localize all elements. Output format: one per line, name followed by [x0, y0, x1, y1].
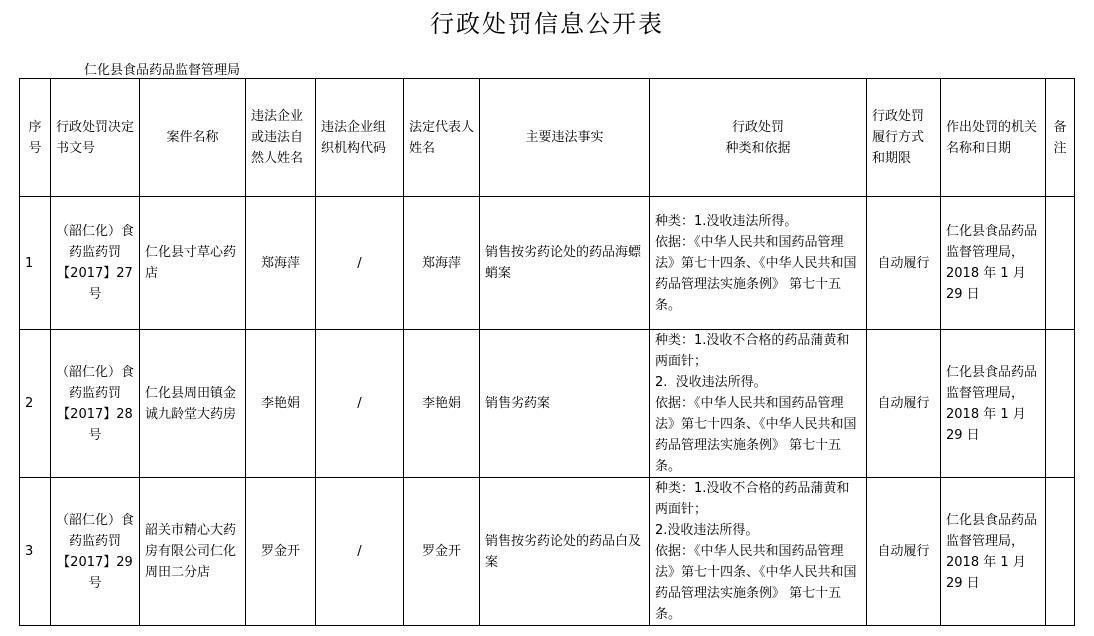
penalty-line: 依据：《中华人民共和国药品管理法》第七十四条、《中华人民共和国药品管理法实施条例》 第七十五条。	[655, 544, 857, 622]
cell-authority: 仁化县食品药品监督管理局，2018 年 1 月 29 日	[941, 478, 1046, 626]
header-facts: 主要违法事实	[480, 79, 650, 197]
table-header-row	[20, 79, 1075, 197]
cell-facts: 销售按劣药论处的药品白及案	[480, 478, 650, 626]
penalty-line: 种类：1.没收不合格的药品蒲黄和两面针；	[655, 333, 850, 369]
cell-legal-rep: 李艳娟	[404, 330, 480, 478]
cell-case-name: 韶关市精心大药房有限公司仁化周田二分店	[140, 478, 246, 626]
cell-facts: 销售按劣药论处的药品海螵蛸案	[480, 197, 650, 330]
cell-authority: 仁化县食品药品监督管理局，2018 年 1 月 29 日	[941, 197, 1046, 330]
table-row	[20, 478, 1075, 626]
page-title: 行政处罚信息公开表	[430, 10, 664, 38]
header-doc-no: 行政处罚决定书文号	[51, 79, 140, 197]
cell-doc-no: （韶仁化）食药监药罚【2017】28号	[51, 330, 140, 478]
header-fulfillment: 行政处罚履行方式和期限	[867, 79, 941, 197]
header-seq: 序号	[20, 79, 51, 197]
penalty-line: 2. 没收违法所得。	[655, 375, 767, 390]
header-case-name: 案件名称	[140, 79, 246, 197]
cell-remarks	[1046, 197, 1075, 330]
penalty-line: 依据：《中华人民共和国药品管理法》第七十四条、《中华人民共和国药品管理法实施条例》 第七十五条。	[655, 396, 857, 474]
cell-legal-rep: 郑海萍	[404, 197, 480, 330]
header-authority: 作出处罚的机关名称和日期	[941, 79, 1046, 197]
cell-violator: 罗金开	[246, 478, 316, 626]
issuing-organization: 仁化县食品药品监督管理局	[84, 63, 241, 78]
header-remarks: 备注	[1046, 79, 1075, 197]
cell-violator: 郑海萍	[246, 197, 316, 330]
penalty-line: 依据：《中华人民共和国药品管理法》第七十四条、《中华人民共和国药品管理法实施条例》 第七十五条。	[655, 234, 857, 313]
cell-remarks	[1046, 478, 1075, 626]
cell-seq: 1	[20, 197, 51, 330]
cell-penalty	[650, 478, 867, 626]
table-row	[20, 330, 1075, 478]
header-org-code: 违法企业组织机构代码	[316, 79, 404, 197]
cell-penalty	[650, 330, 867, 478]
cell-doc-no: （韶仁化）食药监药罚【2017】29号	[51, 478, 140, 626]
penalty-table	[19, 78, 1075, 626]
cell-case-name: 仁化县周田镇金诚九龄堂大药房	[140, 330, 246, 478]
penalty-line: 种类：1.没收不合格的药品蒲黄和两面针；	[655, 481, 850, 517]
header-penalty-line-2: 种类和依据	[725, 140, 791, 156]
header-violator: 违法企业或违法自然人姓名	[246, 79, 316, 197]
cell-violator: 李艳娟	[246, 330, 316, 478]
cell-legal-rep: 罗金开	[404, 478, 480, 626]
header-penalty-line-1: 行政处罚	[731, 119, 784, 135]
cell-fulfillment: 自动履行	[867, 197, 941, 330]
cell-fulfillment: 自动履行	[867, 330, 941, 478]
table-row	[20, 197, 1075, 330]
cell-org-code: /	[316, 330, 404, 478]
cell-fulfillment: 自动履行	[867, 478, 941, 626]
cell-case-name: 仁化县寸草心药店	[140, 197, 246, 330]
cell-penalty	[650, 197, 867, 330]
header-legal-rep: 法定代表人姓名	[404, 79, 480, 197]
penalty-line: 种类：1.没收违法所得。	[655, 213, 798, 229]
cell-doc-no: （韶仁化）食药监药罚【2017】27号	[51, 197, 140, 330]
cell-authority: 仁化县食品药品监督管理局，2018 年 1 月 29 日	[941, 330, 1046, 478]
cell-org-code: /	[316, 197, 404, 330]
cell-remarks	[1046, 330, 1075, 478]
cell-seq: 3	[20, 478, 51, 626]
cell-seq: 2	[20, 330, 51, 478]
cell-org-code: /	[316, 478, 404, 626]
penalty-line: 2.没收违法所得。	[655, 523, 759, 538]
cell-facts: 销售劣药案	[480, 330, 650, 478]
header-penalty	[650, 79, 867, 197]
